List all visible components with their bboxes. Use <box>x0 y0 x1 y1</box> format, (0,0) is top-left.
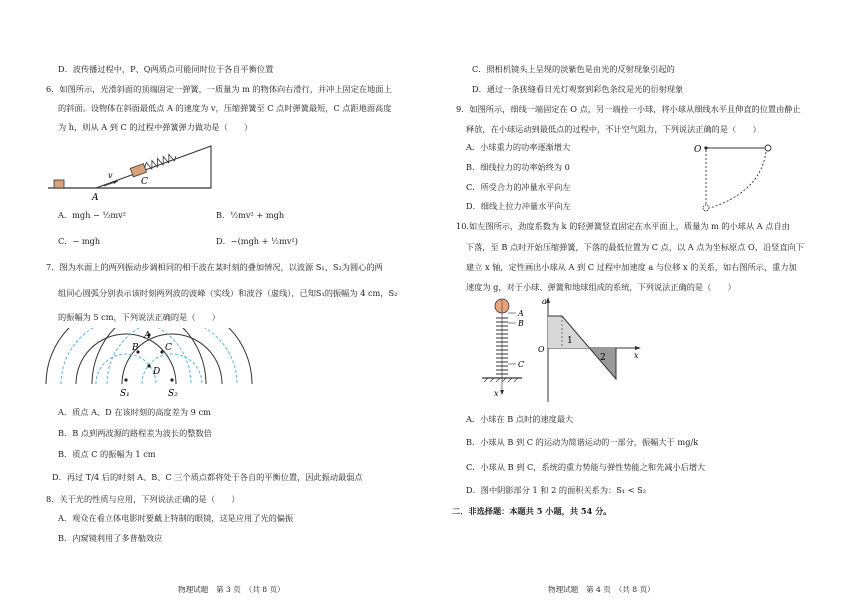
q7-option-b: B．B 点到两波源的路程差为波长的整数倍 <box>58 428 212 438</box>
q9-pendulum-figure <box>692 138 782 214</box>
source-s2-label: S₂ <box>168 389 178 399</box>
q8-option-d: D．通过一条狭缝看日光灯观察到彩色条纹是光的衍射现象 <box>472 84 684 94</box>
q8-option-c: C．照相机镜头上呈现的淡紫色是由光的反射现象引起的 <box>472 64 675 74</box>
point-a-label: A <box>518 309 524 318</box>
q7-stem-line3: 的振幅为 5 cm，下列说法正确的是（ ） <box>58 312 220 322</box>
q10-option-c: C．小球从 B 到 C，系统的重力势能与弹性势能之和先减小后增大 <box>466 462 706 472</box>
region-1-label: 1 <box>567 336 573 346</box>
q6-stem-line3: 为 h，则从 A 到 C 的过程中弹簧弹力做功是（ ） <box>58 122 253 132</box>
q7-wave-interference-figure <box>32 328 260 402</box>
q5-option-d: D．波传播过程中，P、Q两质点可能同时位于各自平衡位置 <box>58 64 274 74</box>
page-footer-right: 物理试题 第 4 页 （共 8 页） <box>548 585 655 594</box>
point-b-label: B <box>518 319 524 328</box>
q10-stem-line3: 建立 x 轴，定性画出小球从 A 到 C 过程中加速度 a 与位移 x 的关系，如右图所示，重力加 <box>466 262 797 272</box>
q10-stem-line2: 下落，至 B 点时开始压缩弹簧，下落的最低位置为 C 点，以 A 点为坐标原点 O，沿竖直向下 <box>466 242 804 252</box>
point-a-label: A <box>92 193 99 203</box>
q7-stem-line2: 组同心圆弧分别表示该时刻两列波的波峰（实线）和波谷（虚线），已知S₁的振幅为 4 cm，S₂ <box>58 288 398 298</box>
point-b-label: B <box>132 343 139 353</box>
q9-option-d: D．细线上拉力冲量水平向左 <box>466 201 571 211</box>
x-axis-label: x <box>494 389 499 398</box>
velocity-label: v <box>108 171 113 180</box>
q10-stem-line4: 速度为 g，对于小球、弹簧和地球组成的系统，下列说法正确的是（ ） <box>466 282 736 292</box>
point-c-label: C <box>141 177 148 187</box>
q7-option-a: A．质点 A、D 在该时刻的高度差为 9 cm <box>58 407 211 417</box>
q6-option-d: D．−(mgh + ½mv²) <box>216 236 298 246</box>
point-a-label: A <box>144 331 151 341</box>
pivot-o-label: O <box>694 145 702 155</box>
q10-spring-figure <box>462 296 542 400</box>
right-column <box>452 0 860 607</box>
q10-option-d: D．图中阴影部分 1 和 2 的面积关系为：S₁ < S₂ <box>466 485 647 495</box>
page-footer-left: 物理试题 第 3 页 （共 8 页） <box>178 585 285 594</box>
q10-option-a: A．小球在 B 点时的速度最大 <box>466 414 574 424</box>
q9-option-b: B．细线拉力的功率始终为 0 <box>466 162 570 172</box>
point-c-label: C <box>518 360 525 369</box>
a-axis-label: a <box>542 297 547 306</box>
q7-option-c: B．质点 C 的振幅为 1 cm <box>58 449 156 459</box>
q9-stem-line2: 释放，在小球运动到最低点的过程中，不计空气阻力，下列说法正确的是（ ） <box>466 124 761 134</box>
q10-acceleration-displacement-graph <box>536 294 646 406</box>
region-2-label: 2 <box>600 353 606 363</box>
q8-option-b: B．内窥镜利用了多普勒效应 <box>58 533 163 543</box>
q10-option-b: B．小球从 B 到 C 的运动为简谐运动的一部分，振幅大于 mg/k <box>466 437 699 447</box>
q10-stem-line1: 10.如左图所示，劲度系数为 k 的轻弹簧竖直固定在水平面上，质量为 m 的小球从 A 点自由 <box>456 221 790 231</box>
q6-option-c: C．− mgh <box>58 236 101 246</box>
q7-option-d: D．再过 T/4 后的时刻 A、B、C 三个质点都将处于各自的平衡位置，因此振动最弱点 <box>52 472 363 482</box>
left-column <box>28 0 438 607</box>
source-s1-label: S₁ <box>120 389 130 399</box>
q9-stem-line1: 9．如图所示，细线一端固定在 O 点，另一端拴一小球，将小球从细线水平且伸直的位置由静止 <box>456 104 801 114</box>
q8-option-a: A．观众在看立体电影时要戴上特制的眼镜，这是应用了光的偏振 <box>58 513 294 523</box>
q9-option-a: A．小球重力的功率逐渐增大 <box>466 142 571 152</box>
q6-incline-figure <box>46 136 216 204</box>
q8-stem: 8．关于光的性质与应用，下列说法正确的是（ ） <box>46 494 240 504</box>
x-axis-label: x <box>634 351 639 360</box>
q6-option-a: A．mgh − ½mv² <box>58 210 127 220</box>
q6-stem-line2: 的斜面。设物体在斜面最低点 A 的速度为 v，压缩弹簧至 C 点时弹簧最短，C 点距地面高度 <box>58 103 392 113</box>
q7-stem-line1: 7．图为水面上的两列振动步调相同的相干波在某时刻的叠加情况，以波源 S₁、S₂为圆心的两 <box>46 262 383 272</box>
origin-o-label: O <box>538 345 545 354</box>
q6-option-b: B．½mv² + mgh <box>216 210 285 220</box>
point-c-label: C <box>165 343 172 353</box>
q9-option-c: C．所受合力的冲量水平向左 <box>466 182 571 192</box>
section-heading-non-choice: 二．非选择题：本题共 5 小题，共 54 分。 <box>452 506 612 516</box>
point-d-label: D <box>153 367 161 377</box>
q6-stem-line1: 6．如图所示，光滑斜面的顶端固定一弹簧，一质量为 m 的物体向右滑行，并冲上固定在地面上 <box>46 84 392 94</box>
